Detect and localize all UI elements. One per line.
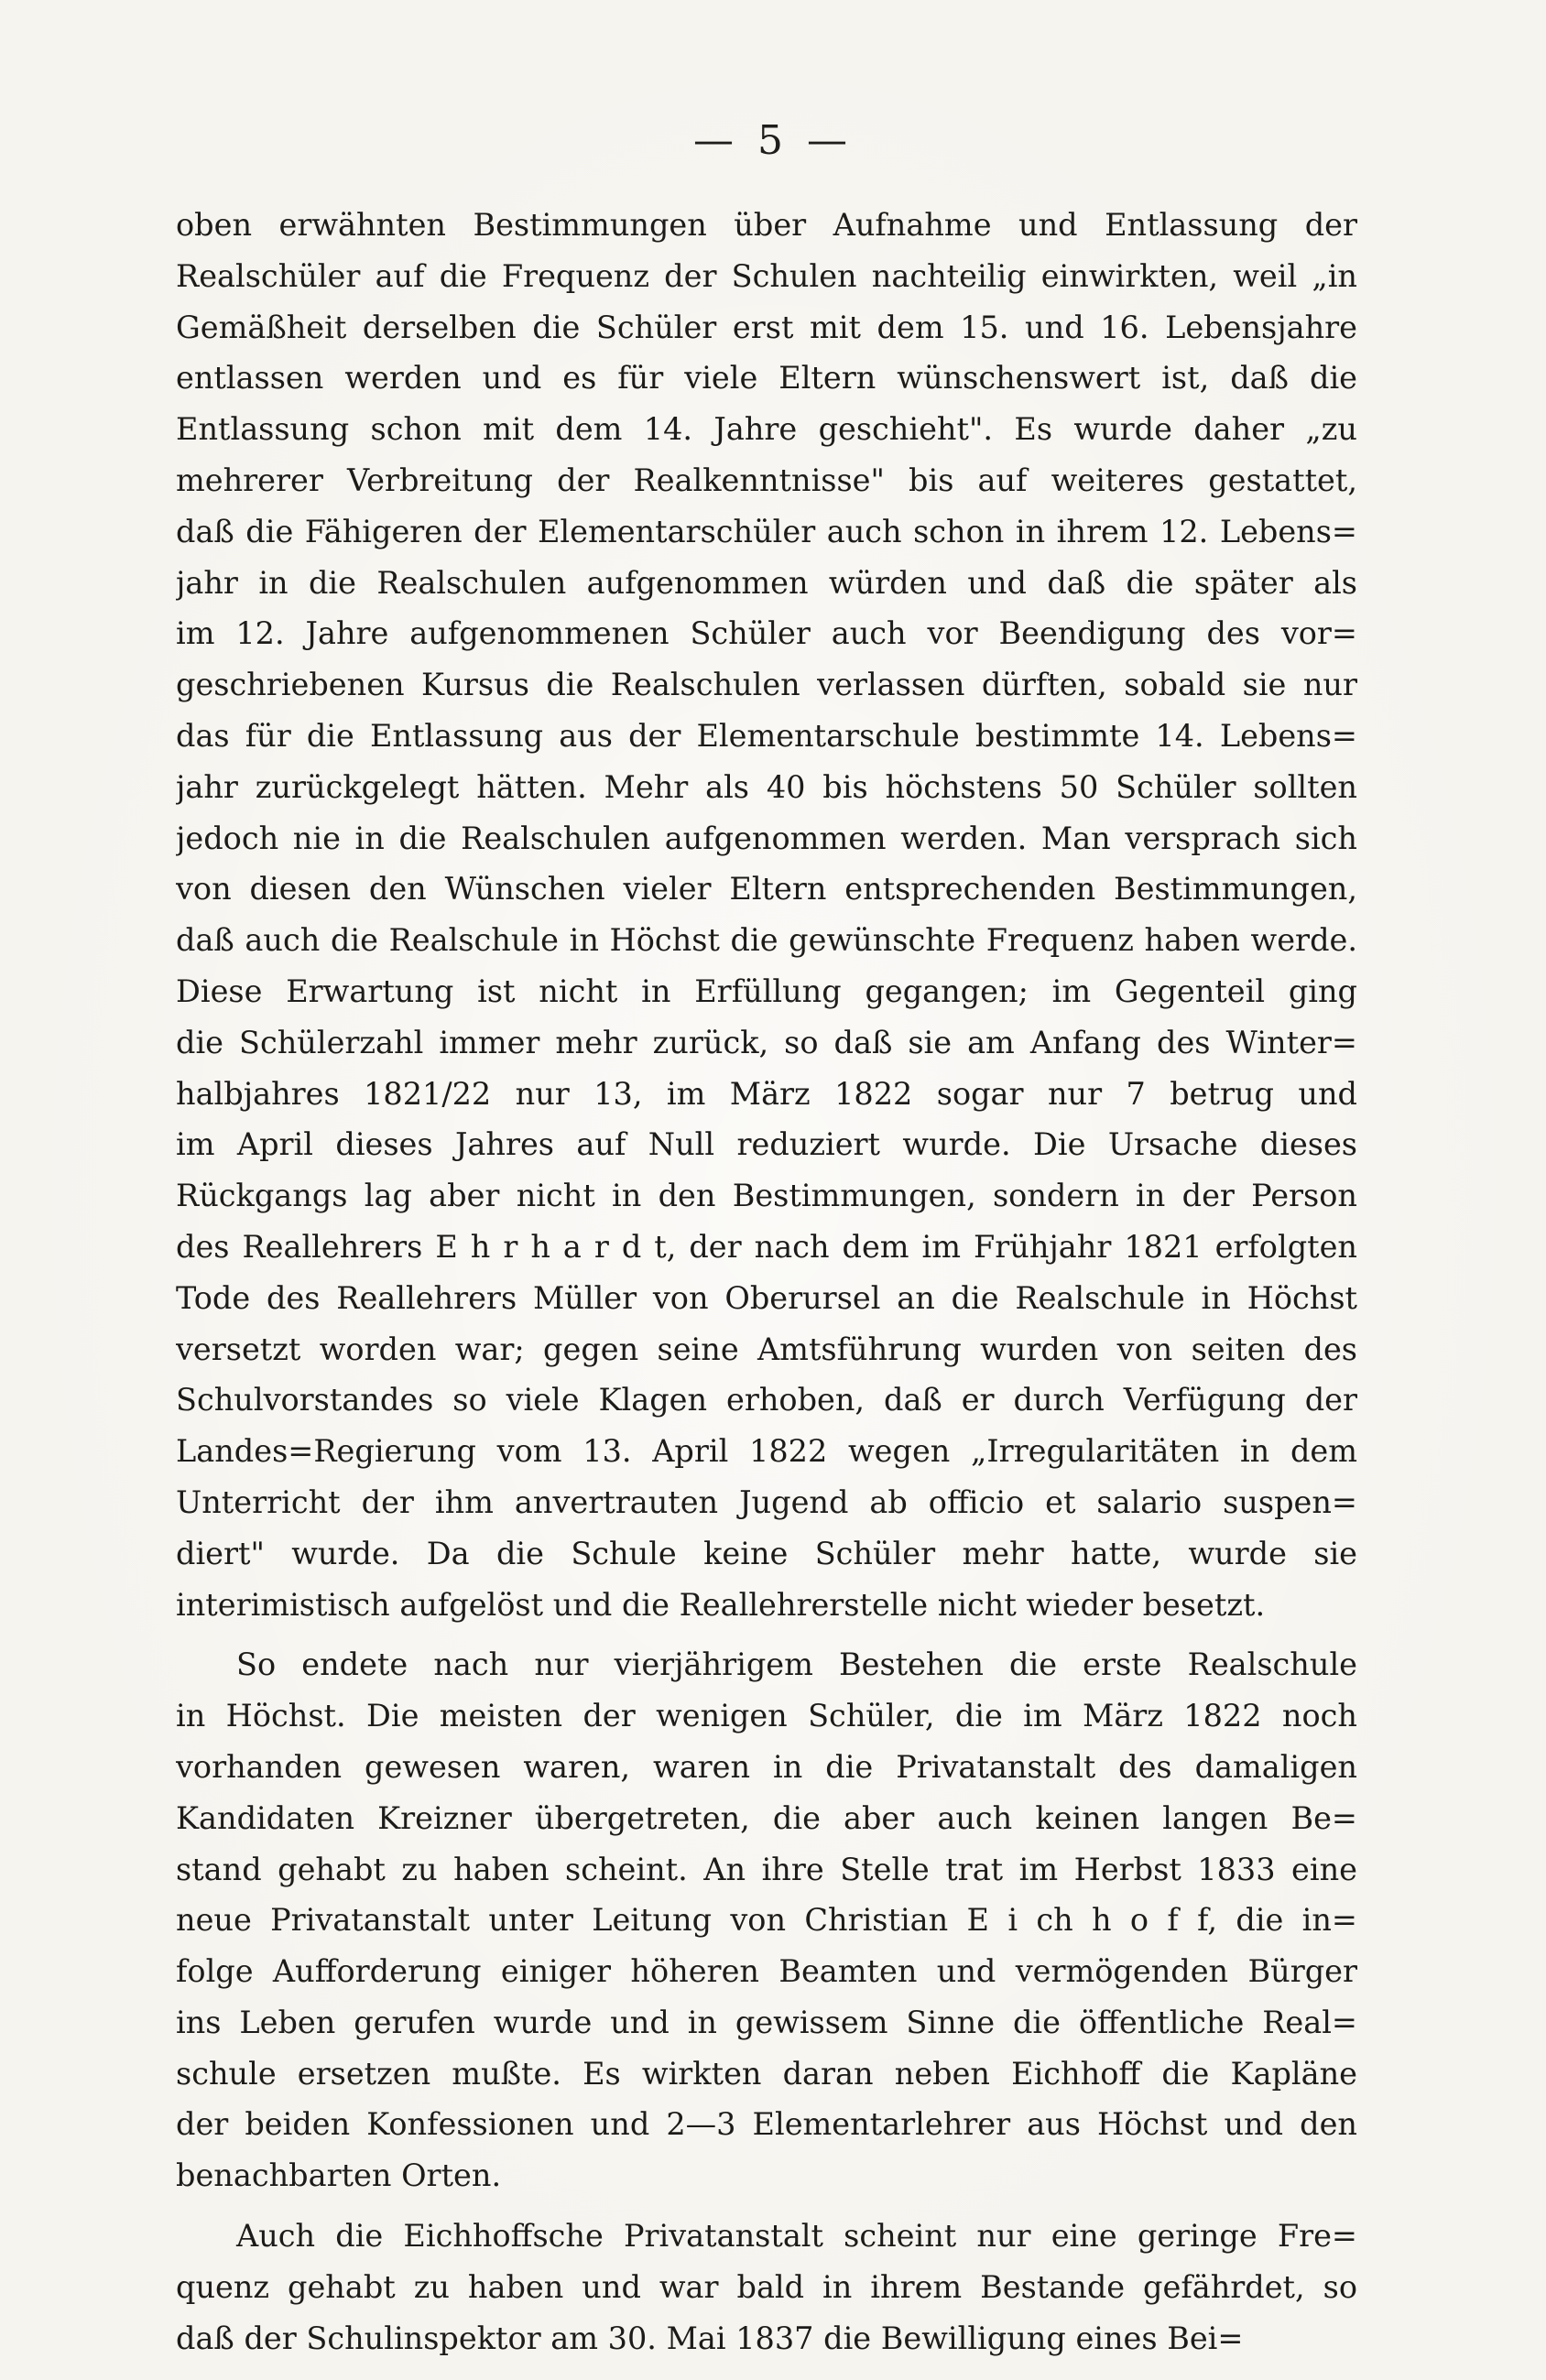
paragraph-3 — [176, 2211, 1357, 2364]
text-line: Schulvorstandes so viele Klagen erhoben, daß er durch Verfügung der — [176, 1382, 1357, 1418]
text-line: Rückgangs lag aber nicht in den Bestimmungen, sondern in der Person — [176, 1178, 1357, 1214]
text-line: im April dieses Jahres auf Null reduziert wurde. Die Ursache dieses — [176, 1126, 1357, 1163]
text-line: im 12. Jahre aufgenommenen Schüler auch vor Beendigung des vor= — [176, 615, 1357, 652]
text-line: jahr in die Realschulen aufgenommen würden und daß die später als — [176, 564, 1357, 601]
text-line: halbjahres 1821/22 nur 13, im März 1822 sogar nur 7 betrug und — [176, 1075, 1357, 1112]
text-line: ins Leben gerufen wurde und in gewissem Sinne die öffentliche Real= — [176, 2004, 1357, 2040]
text-line: Realschüler auf die Frequenz der Schulen nachteilig einwirkten, weil „in — [176, 257, 1357, 294]
text-line: folge Aufforderung einiger höheren Beamten und vermögenden Bürger — [176, 1953, 1357, 1990]
text-line: versetzt worden war; gegen seine Amtsführung wurden von seiten des — [176, 1331, 1357, 1367]
text-line: interimistisch aufgelöst und die Reallehrerstelle nicht wieder besetzt. — [176, 1586, 1266, 1623]
text-line: in Höchst. Die meisten der wenigen Schüler, die im März 1822 noch — [176, 1698, 1357, 1734]
text-line: Unterricht der ihm anvertrauten Jugend ab officio et salario suspen= — [176, 1483, 1357, 1520]
text-line: So endete nach nur vierjährigem Bestehen die erste Realschule — [236, 1646, 1357, 1683]
text-line: diert" wurde. Da die Schule keine Schüler mehr hatte, wurde sie — [176, 1535, 1357, 1571]
text-line: das für die Entlassung aus der Elementarschule bestimmte 14. Lebens= — [176, 717, 1357, 754]
text-line: jedoch nie in die Realschulen aufgenommen werden. Man versprach sich — [176, 820, 1357, 856]
text-line: geschriebenen Kursus die Realschulen verlassen dürften, sobald sie nur — [176, 667, 1357, 703]
text-line: oben erwähnten Bestimmungen über Aufnahme und Entlassung der — [176, 207, 1357, 243]
text-line: benachbarten Orten. — [176, 2157, 502, 2194]
paragraph-1 — [176, 200, 1357, 1630]
text-line: Auch die Eichhoffsche Privatanstalt scheint nur eine geringe Fre= — [236, 2218, 1357, 2255]
paragraph-2 — [176, 1639, 1357, 2201]
text-line: von diesen den Wünschen vieler Eltern entsprechenden Bestimmungen, — [176, 871, 1357, 907]
body-text — [176, 200, 1357, 2364]
text-line: der beiden Konfessionen und 2—3 Elementarlehrer aus Höchst und den — [176, 2106, 1357, 2143]
text-line: Kandidaten Kreizner übergetreten, die aber auch keinen langen Be= — [176, 1799, 1357, 1836]
text-line: daß die Fähigeren der Elementarschüler auch schon in ihrem 12. Lebens= — [176, 513, 1357, 549]
text-line: vorhanden gewesen waren, waren in die Privatanstalt des damaligen — [176, 1748, 1357, 1785]
text-line: schule ersetzen mußte. Es wirkten daran neben Eichhoff die Kapläne — [176, 2055, 1357, 2092]
text-line: Diese Erwartung ist nicht in Erfüllung gegangen; im Gegenteil ging — [176, 973, 1357, 1009]
text-line: mehrerer Verbreitung der Realkenntnisse" bis auf weiteres gestattet, — [176, 462, 1357, 498]
text-line: entlassen werden und es für viele Eltern wünschenswert ist, daß die — [176, 360, 1357, 397]
text-line: daß auch die Realschule in Höchst die gewünschte Frequenz haben werde. — [176, 922, 1357, 959]
text-line: Landes=Regierung vom 13. April 1822 wegen „Irregularitäten in dem — [176, 1433, 1357, 1470]
text-line: daß der Schulinspektor am 30. Mai 1837 die Bewilligung eines Bei= — [176, 2320, 1244, 2356]
text-line: Gemäßheit derselben die Schüler erst mit dem 15. und 16. Lebensjahre — [176, 309, 1357, 345]
text-line: des Reallehrers E h r h a r d t, der nach dem im Frühjahr 1821 erfolgten — [176, 1228, 1357, 1265]
text-line: die Schülerzahl immer mehr zurück, so daß sie am Anfang des Winter= — [176, 1024, 1357, 1060]
page-number: — 5 — — [693, 117, 853, 164]
text-line: jahr zurückgelegt hätten. Mehr als 40 bis höchstens 50 Schüler sollten — [176, 768, 1357, 805]
text-line: Entlassung schon mit dem 14. Jahre geschieht". Es wurde daher „zu — [176, 411, 1357, 448]
text-line: stand gehabt zu haben scheint. An ihre Stelle trat im Herbst 1833 eine — [176, 1851, 1357, 1887]
text-line: Tode des Reallehrers Müller von Oberursel an die Realschule in Höchst — [176, 1279, 1357, 1316]
text-line: neue Privatanstalt unter Leitung von Christian E i ch h o f f, die in= — [176, 1902, 1357, 1939]
text-line: quenz gehabt zu haben und war bald in ihrem Bestande gefährdet, so — [176, 2268, 1357, 2305]
